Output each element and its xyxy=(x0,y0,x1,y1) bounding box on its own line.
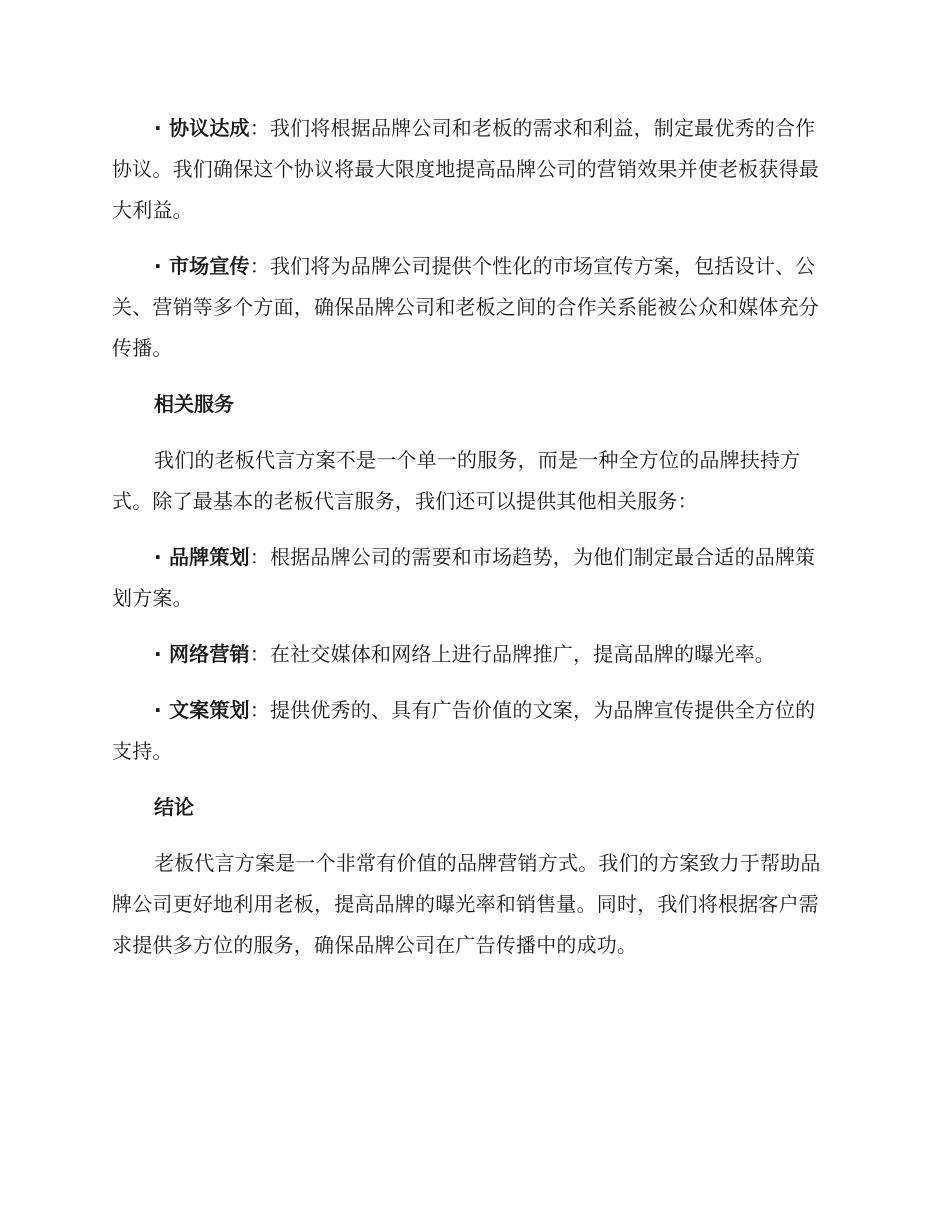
bullet-text: ：我们将为品牌公司提供个性化的市场宣传方案，包括设计、公关、营销等多个方面，确保品牌公司和老板之间的合作关系能被公众和媒体充分传播。 xyxy=(112,254,819,360)
bullet-term: · 市场宣传 xyxy=(154,254,250,278)
bullet-text: ：提供优秀的、具有广告价值的文案，为品牌宣传提供全方位的支持。 xyxy=(112,698,816,763)
conclusion-text: 老板代言方案是一个非常有价值的品牌营销方式。我们的方案致力于帮助品牌公司更好地利用老板，提高品牌的曝光率和销售量。同时，我们将根据客户需求提供多方位的服务，确保品牌公司在广告传播中的成功。 xyxy=(112,851,821,957)
bullet-online-marketing xyxy=(112,634,830,675)
bullet-text: ：根据品牌公司的需要和市场趋势，为他们制定最合适的品牌策划方案。 xyxy=(112,545,816,610)
bullet-marketing-promotion xyxy=(112,246,830,369)
bullet-term: · 网络营销 xyxy=(154,642,250,666)
bullet-text: ：我们将根据品牌公司和老板的需求和利益，制定最优秀的合作协议。我们确保这个协议将最大限度地提高品牌公司的营销效果并使老板获得最大利益。 xyxy=(112,116,819,222)
section-heading-related-services: 相关服务 xyxy=(154,392,234,416)
document-page xyxy=(112,108,830,981)
bullet-brand-planning xyxy=(112,537,830,619)
bullet-text: ：在社交媒体和网络上进行品牌推广，提高品牌的曝光率。 xyxy=(249,642,775,666)
bullet-term: · 品牌策划 xyxy=(154,545,250,569)
bullet-term: · 文案策划 xyxy=(154,698,250,722)
related-services-intro: 我们的老板代言方案不是一个单一的服务，而是一种全方位的品牌扶持方式。除了最基本的老板代言服务，我们还可以提供其他相关服务： xyxy=(112,448,801,513)
section-heading-conclusion: 结论 xyxy=(154,795,194,819)
bullet-agreement xyxy=(112,108,830,231)
bullet-term: · 协议达成 xyxy=(154,116,250,140)
bullet-copywriting xyxy=(112,690,830,772)
